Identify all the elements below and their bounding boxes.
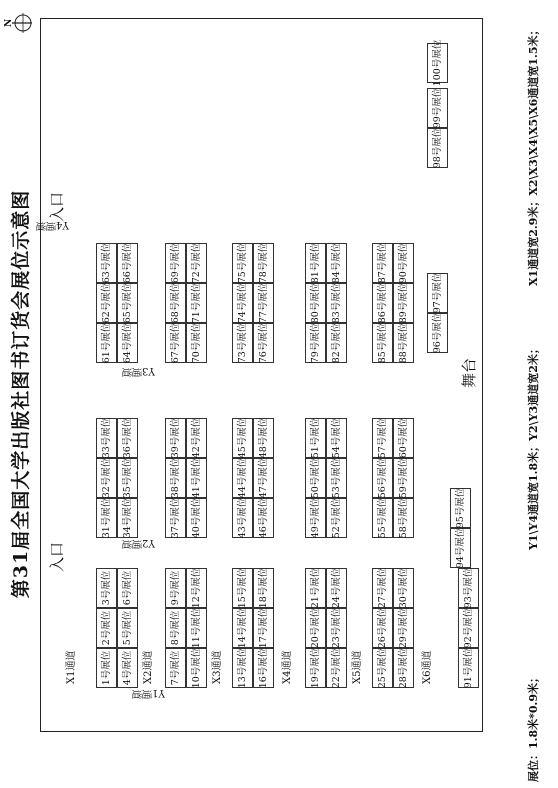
booth-18: 18号展位 <box>253 568 274 608</box>
entrance-label-left: 入口 <box>48 541 66 572</box>
booth-60: 60号展位 <box>393 418 414 458</box>
booth-9: 9号展位 <box>165 568 186 608</box>
booth-26: 26号展位 <box>372 608 393 648</box>
booth-99: 99号展位 <box>427 88 448 128</box>
booth-22: 22号展位 <box>326 648 347 688</box>
booth-100: 100号展位 <box>427 43 448 83</box>
booth-75: 75号展位 <box>232 243 253 283</box>
booth-91: 91号展位 <box>458 648 479 688</box>
booth-28: 28号展位 <box>393 648 414 688</box>
stage-label: 舞台 <box>460 357 478 388</box>
aisle-x1-label: X1通道 <box>66 650 77 684</box>
booth-21: 21号展位 <box>305 568 326 608</box>
booth-37: 37号展位 <box>165 498 186 538</box>
aisle-x4-label: X4通道 <box>282 650 293 684</box>
booth-1: 1号展位 <box>96 648 117 688</box>
booth-64: 64号展位 <box>117 323 138 363</box>
booth-29: 29号展位 <box>393 608 414 648</box>
booth-92: 92号展位 <box>458 608 479 648</box>
booth-87: 87号展位 <box>372 243 393 283</box>
booth-11: 11号展位 <box>186 608 207 648</box>
booth-74: 74号展位 <box>232 283 253 323</box>
booth-73: 73号展位 <box>232 323 253 363</box>
booth-20: 20号展位 <box>305 608 326 648</box>
booth-44: 44号展位 <box>232 458 253 498</box>
booth-14: 14号展位 <box>232 608 253 648</box>
booth-43: 43号展位 <box>232 498 253 538</box>
booth-76: 76号展位 <box>253 323 274 363</box>
booth-12: 12号展位 <box>186 568 207 608</box>
booth-52: 52号展位 <box>326 498 347 538</box>
aisle-y2-label: Y2通道 <box>122 537 155 548</box>
booth-47: 47号展位 <box>253 458 274 498</box>
booth-57: 57号展位 <box>372 418 393 458</box>
booth-24: 24号展位 <box>326 568 347 608</box>
booth-58: 58号展位 <box>393 498 414 538</box>
booth-63: 63号展位 <box>96 243 117 283</box>
aisle-y4-label: Y4通道 <box>36 219 69 230</box>
booth-98: 98号展位 <box>427 128 448 168</box>
booth-90: 90号展位 <box>393 243 414 283</box>
booth-93: 93号展位 <box>458 568 479 608</box>
booth-89: 89号展位 <box>393 283 414 323</box>
booth-55: 55号展位 <box>372 498 393 538</box>
legend-booth-size: 展位：1.8米*0.9米； <box>527 671 540 782</box>
booth-31: 31号展位 <box>96 498 117 538</box>
booth-10: 10号展位 <box>186 648 207 688</box>
booth-39: 39号展位 <box>165 418 186 458</box>
booth-40: 40号展位 <box>186 498 207 538</box>
booth-50: 50号展位 <box>305 458 326 498</box>
legend-x-aisles: X1通道宽2.9米；X2\X3\X4\X5\X6通道宽1.5米； <box>527 24 540 286</box>
booth-15: 15号展位 <box>232 568 253 608</box>
booth-17: 17号展位 <box>253 608 274 648</box>
booth-67: 67号展位 <box>165 323 186 363</box>
aisle-x2-label: X2通道 <box>143 650 154 684</box>
booth-8: 8号展位 <box>165 608 186 648</box>
booth-32: 32号展位 <box>96 458 117 498</box>
booth-42: 42号展位 <box>186 418 207 458</box>
booth-27: 27号展位 <box>372 568 393 608</box>
booth-68: 68号展位 <box>165 283 186 323</box>
booth-33: 33号展位 <box>96 418 117 458</box>
booth-83: 83号展位 <box>326 283 347 323</box>
booth-53: 53号展位 <box>326 458 347 498</box>
booth-56: 56号展位 <box>372 458 393 498</box>
booth-38: 38号展位 <box>165 458 186 498</box>
booth-2: 2号展位 <box>96 608 117 648</box>
booth-54: 54号展位 <box>326 418 347 458</box>
booth-3: 3号展位 <box>96 568 117 608</box>
booth-46: 46号展位 <box>253 498 274 538</box>
booth-66: 66号展位 <box>117 243 138 283</box>
booth-86: 86号展位 <box>372 283 393 323</box>
booth-84: 84号展位 <box>326 243 347 283</box>
aisle-x3-label: X3通道 <box>212 650 223 684</box>
booth-72: 72号展位 <box>186 243 207 283</box>
booth-61: 61号展位 <box>96 323 117 363</box>
booth-97: 97号展位 <box>427 273 448 313</box>
booth-16: 16号展位 <box>253 648 274 688</box>
booth-6: 6号展位 <box>117 568 138 608</box>
booth-19: 19号展位 <box>305 648 326 688</box>
aisle-x6-label: X6通道 <box>422 650 433 684</box>
booth-62: 62号展位 <box>96 283 117 323</box>
booth-71: 71号展位 <box>186 283 207 323</box>
booth-69: 69号展位 <box>165 243 186 283</box>
booth-51: 51号展位 <box>305 418 326 458</box>
entrance-label-right: 入口 <box>48 191 66 222</box>
booth-96: 96号展位 <box>427 313 448 353</box>
booth-77: 77号展位 <box>253 283 274 323</box>
booth-78: 78号展位 <box>253 243 274 283</box>
booth-34: 34号展位 <box>117 498 138 538</box>
aisle-y1-label: Y1通道 <box>132 687 165 698</box>
booth-25: 25号展位 <box>372 648 393 688</box>
booth-95: 95号展位 <box>450 488 471 528</box>
booth-85: 85号展位 <box>372 323 393 363</box>
compass-north-label: N <box>4 18 14 27</box>
legend-y-aisles: Y1\Y4通道宽1.8米；Y2\Y3通道宽2米； <box>527 343 540 550</box>
booth-23: 23号展位 <box>326 608 347 648</box>
booth-88: 88号展位 <box>393 323 414 363</box>
booth-4: 4号展位 <box>117 648 138 688</box>
booth-41: 41号展位 <box>186 458 207 498</box>
booth-36: 36号展位 <box>117 418 138 458</box>
booth-65: 65号展位 <box>117 283 138 323</box>
booth-81: 81号展位 <box>305 243 326 283</box>
booth-48: 48号展位 <box>253 418 274 458</box>
booth-94: 94号展位 <box>450 528 471 568</box>
page-title: 第31届全国大学出版社图书订货会展位示意图 <box>10 189 32 599</box>
booth-80: 80号展位 <box>305 283 326 323</box>
aisle-y3-label: Y3通道 <box>122 365 155 376</box>
north-compass-icon <box>4 10 34 36</box>
booth-7: 7号展位 <box>165 648 186 688</box>
booth-5: 5号展位 <box>117 608 138 648</box>
booth-70: 70号展位 <box>186 323 207 363</box>
booth-13: 13号展位 <box>232 648 253 688</box>
aisle-x5-label: X5通道 <box>352 650 363 684</box>
booth-30: 30号展位 <box>393 568 414 608</box>
booth-79: 79号展位 <box>305 323 326 363</box>
booth-59: 59号展位 <box>393 458 414 498</box>
booth-35: 35号展位 <box>117 458 138 498</box>
booth-49: 49号展位 <box>305 498 326 538</box>
booth-82: 82号展位 <box>326 323 347 363</box>
booth-45: 45号展位 <box>232 418 253 458</box>
